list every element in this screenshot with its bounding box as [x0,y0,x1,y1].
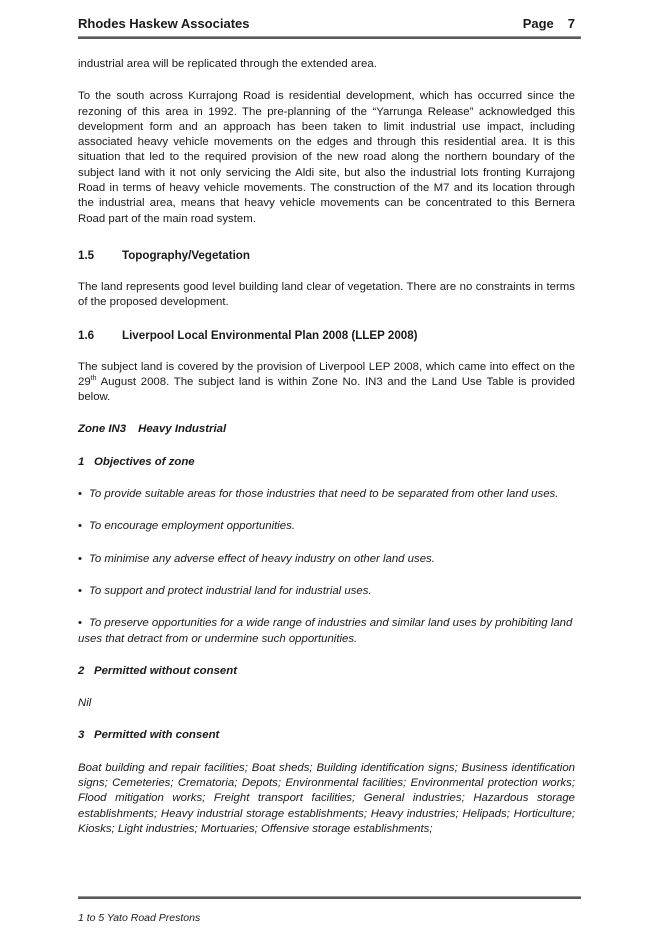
company-name: Rhodes Haskew Associates [78,15,250,31]
bullet-icon: • [78,584,82,597]
list-item [78,487,575,502]
section-title: Topography/Vegetation [122,248,250,262]
objective-text: To encourage employment opportunities. [89,520,296,533]
bullet-icon: • [78,617,82,630]
page-footer: 1 to 5 Yato Road Prestons [78,912,201,924]
bullet-icon: • [78,488,82,501]
section-1-6-heading [78,328,575,343]
objectives-number: 1 [78,455,85,468]
bullet-icon: • [78,520,82,533]
objective-text: To preserve opportunities for a wide range of industries and similar land uses by prohibiting land uses that detract from or undermine such opportunities. [78,617,573,645]
permitted-without-text: Nil [78,697,92,710]
header-rule [78,36,581,39]
paragraph-topography: The land represents good level building land clear of vegetation. There are no constraints in terms of the proposed development. [78,280,575,309]
section-title: Liverpool Local Environmental Plan 2008 (LLEP 2008) [122,328,418,342]
llep-text-b: August 2008. The subject land is within Zone No. IN3 and the Land Use Table is provided below. [78,375,575,404]
llep-text-a: The subject land is covered by the provision of Liverpool LEP 2008, which came into effect on the 29 [78,360,575,388]
objective-text: To minimise any adverse effect of heavy industry on other land uses. [89,552,435,565]
permitted-without-number: 2 [78,664,85,677]
permitted-without-title: Permitted without consent [94,664,238,677]
zone-code: Zone IN3 [78,423,127,436]
section-number: 1.6 [78,328,95,342]
permitted-without-heading [78,664,575,679]
section-number: 1.5 [78,248,95,262]
intro-line: industrial area will be replicated through the extended area. [78,58,377,70]
page-header [78,12,575,34]
objective-text: To provide suitable areas for those industries that need to be separated from other land uses. [89,488,559,501]
objective-text: To support and protect industrial land for industrial uses. [89,584,372,597]
list-item [78,552,575,567]
list-item [78,616,575,647]
permitted-with-number: 3 [78,729,85,742]
zone-heading [78,422,575,437]
document-body [78,57,575,837]
permitted-with-title: Permitted with consent [94,729,220,742]
page-number-block [523,16,575,31]
objectives-title: Objectives of zone [94,455,195,468]
bullet-icon: • [78,552,82,565]
section-1-5-heading [78,248,575,263]
objectives-heading [78,455,575,470]
permitted-with-text: Boat building and repair facilities; Boat sheds; Building identification signs; Business identification signs; Cemeteries; Crematoria; Depots; Environmental facilities; Environmental protection works; Flood mitigation works; Freight transport facilities; General industries; Hazardous storage establishments; Heavy industrial storage establishments; Heavy industries; Helipads; Horticulture; Kiosks; Light industries; Mortuaries; Offensive storage establishments; [78,761,575,835]
permitted-with-heading [78,728,575,743]
page-label: Page [522,15,554,31]
list-item [78,519,575,534]
date-suffix: th [90,374,97,382]
paragraph-south: To the south across Kurrajong Road is residential development, which has occurred since the rezoning of this area in 1992. The pre-planning of the “Yarrunga Release” acknowledged this development form and an approach has been taken to limit industrial use impact, including associated heavy vehicle movements on the edges and through this residential area. It is this situation that led to the required provision of the new road along the northern boundary of the subject land with it not only servicing the Aldi site, but also the industrial lots fronting Kurrajong Road in terms of heavy vehicle movements. The construction of the M7 and its location through the industrial area, means that heavy vehicle movements can be concentrated to this Bernera Road part of the main road system. [78,90,575,225]
paragraph-llep [78,360,575,406]
page-number: 7 [567,15,575,31]
list-item [78,584,575,599]
zone-name: Heavy Industrial [138,423,227,436]
footer-rule [78,896,581,899]
